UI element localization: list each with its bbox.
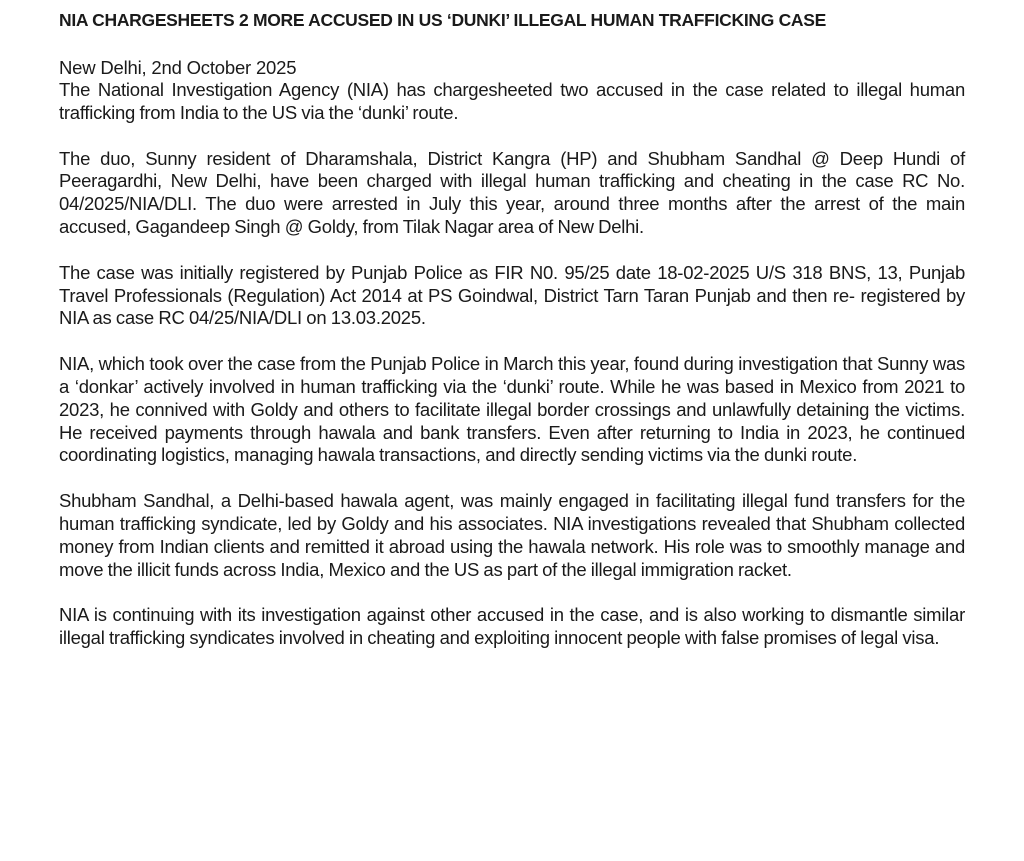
paragraph-intro: The National Investigation Agency (NIA) has chargesheeted two accused in the case related to illegal human trafficking from India to the US via the ‘dunki’ route.: [59, 79, 965, 123]
paragraph-accused: The duo, Sunny resident of Dharamshala, District Kangra (HP) and Shubham Sandhal @ Deep Hundi of Peeragardhi, New Delhi, have been charged with illegal human trafficking and cheating in the case RC No. 04/2025/NIA/DLI. The duo were arrested in July this year, around three months after the arrest of the main accused, Gagandeep Singh @ Goldy, from Tilak Nagar area of New Delhi.: [59, 147, 965, 237]
paragraph-shubham-role: Shubham Sandhal, a Delhi-based hawala agent, was mainly engaged in facilitating illegal fund transfers for the human trafficking syndicate, led by Goldy and his associates. NIA investigations revealed that Shubham collected money from Indian clients and remitted it abroad using the hawala network. His role was to smoothly manage and move the illicit funds across India, Mexico and the US as part of the illegal immigration racket.: [59, 490, 965, 580]
paragraph-ongoing-investigation: NIA is continuing with its investigation against other accused in the case, and is also working to dismantle similar illegal trafficking syndicates involved in cheating and exploiting innocent people with false promises of legal visa.: [59, 604, 965, 649]
dateline: New Delhi, 2nd October 2025: [59, 57, 297, 78]
paragraph-sunny-role: NIA, which took over the case from the Punjab Police in March this year, found during investigation that Sunny was a ‘donkar’ actively involved in human trafficking via the ‘dunki’ route. While he was based in Mexico from 2021 to 2023, he connived with Goldy and others to facilitate illegal border crossings and unlawfully detaining the victims. He received payments through hawala and bank transfers. Even after returning to India in 2023, he continued coordinating logistics, managing hawala transactions, and directly sending victims via the dunki route.: [59, 353, 965, 466]
press-release: [59, 8, 965, 650]
press-release-title: NIA CHARGESHEETS 2 MORE ACCUSED IN US ‘DUNKI’ ILLEGAL HUMAN TRAFFICKING CASE: [59, 10, 827, 30]
paragraph-registration: The case was initially registered by Punjab Police as FIR N0. 95/25 date 18-02-2025 U/S 318 BNS, 13, Punjab Travel Professionals (Regulation) Act 2014 at PS Goindwal, District Tarn Taran Punjab and then re- registered by NIA as case RC 04/25/NIA/DLI on 13.03.2025.: [59, 261, 965, 329]
